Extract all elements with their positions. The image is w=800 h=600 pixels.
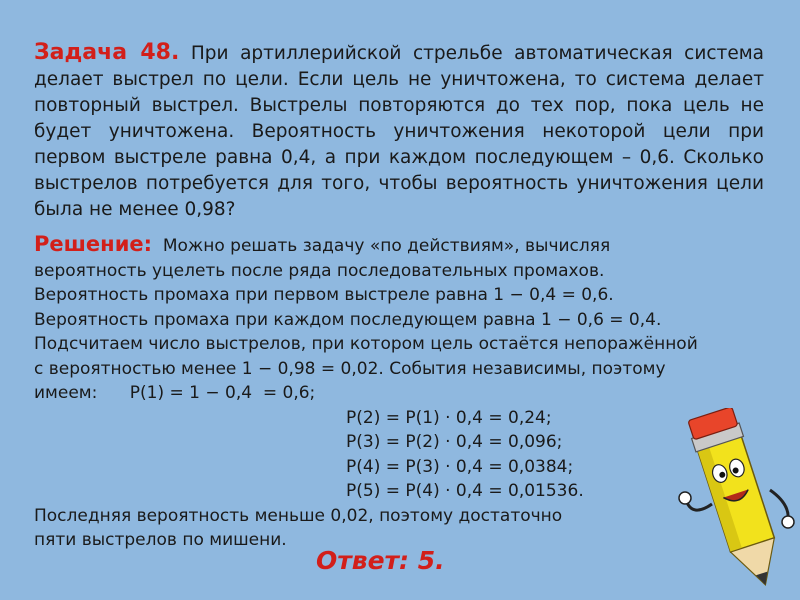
answer-text: Ответ: 5.: [316, 546, 445, 575]
formula-line: P(3) = P(2) · 0,4 = 0,096;: [346, 432, 563, 452]
problem-title: Задача 48.: [34, 40, 180, 65]
problem-text: При артиллерийской стрельбе автоматическая система делает выстрел по цели. Если цель не уничтожена, то система делает повторный выстрел. Выстрелы повторяются до тех пор, пока цель не будет уничтожена. Вероятность уничтожения некоторой цели при первом выстреле равна 0,4, а при каждом последующем – 0,6. Сколько выстрелов потребуется для того, чтобы вероятность уничтожения цели была не менее 0,98?: [34, 43, 764, 220]
formula-line: P(5) = P(4) · 0,4 = 0,01536.: [346, 481, 584, 501]
solution-line: пяти выстрелов по мишени.: [34, 530, 287, 550]
solution-block: [34, 232, 774, 553]
solution-line: с вероятностью менее 1 − 0,98 = 0,02. События независимы, поэтому: [34, 358, 666, 379]
solution-title: Решение:: [34, 232, 153, 256]
solution-line: Последняя вероятность меньше 0,02, поэтому достаточно: [34, 505, 563, 526]
formula-line: P(2) = P(1) · 0,4 = 0,24;: [346, 407, 552, 428]
solution-line-text: Можно решать задачу «по действиям», вычисляя: [162, 236, 611, 256]
solution-line: имеем: P(1) = 1 − 0,4 = 0,6;: [34, 383, 316, 403]
formula-line: P(4) = P(3) · 0,4 = 0,0384;: [346, 456, 574, 477]
solution-line: Вероятность промаха при каждом последующем равна 1 − 0,6 = 0,4.: [34, 309, 662, 330]
solution-line: Вероятность промаха при первом выстреле равна 1 − 0,4 = 0,6.: [34, 285, 614, 305]
pencil-mascot-icon: [672, 408, 800, 600]
solution-line: Подсчитаем число выстрелов, при котором цель остаётся непоражённой: [34, 334, 698, 354]
solution-line: вероятность уцелеть после ряда последовательных промахов.: [34, 260, 605, 281]
solution-line: [34, 232, 774, 259]
problem-statement: [34, 40, 764, 223]
